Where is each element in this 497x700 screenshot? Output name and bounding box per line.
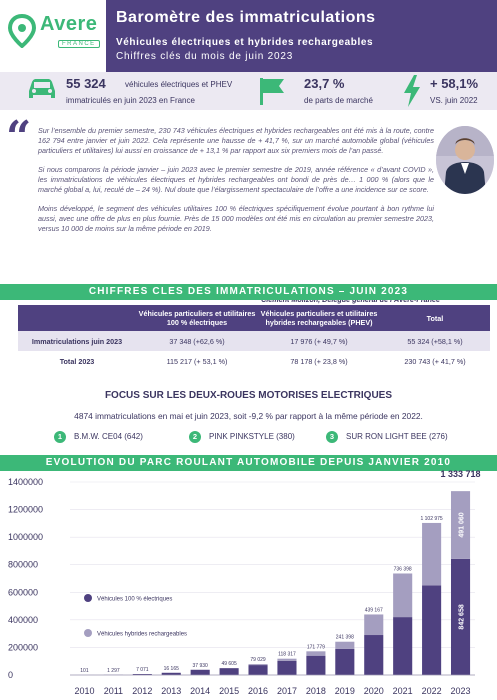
x-tick-label: 2011 [103, 686, 124, 696]
table-row [18, 351, 490, 371]
table-cell: 115 217 (+ 53,1 %) [166, 356, 228, 366]
logo-subtext: FRANCE [58, 40, 100, 48]
table-cell: Total 2023 [59, 356, 95, 366]
table-header: Véhicules particuliers et utilitaires 100 % électriques [136, 305, 258, 331]
chart-title: EVOLUTION DU PARC ROULANT AUTOMOBILE DEPUIS JANVIER 2010 [0, 455, 497, 471]
y-tick-label: 400000 [8, 614, 39, 625]
table-row [18, 331, 490, 351]
y-tick-label: 1400000 [8, 477, 44, 487]
x-tick-label: 2018 [305, 686, 326, 696]
x-tick-label: 2022 [421, 686, 442, 696]
bar-electric [364, 635, 383, 675]
table-cell: 17 976 (+ 49,7 %) [258, 331, 380, 351]
y-tick-label: 1000000 [8, 532, 44, 543]
bar-hybrid [277, 659, 296, 661]
bar-total-label: 241 398 [335, 634, 354, 641]
rank-label: PINK PINKSTYLE (380) [209, 432, 295, 441]
bar-total-label: 439 167 [364, 607, 383, 614]
table-cell: 230 743 (+ 41,7 %) [404, 356, 466, 366]
bar-total-label: 101 [80, 667, 89, 674]
legend-marker [84, 629, 92, 637]
bar-hybrid [364, 614, 383, 635]
table-header: Véhicules particuliers et utilitaires hybrides rechargeables (PHEV) [258, 305, 380, 331]
bar-total-label: 37 930 [192, 662, 208, 669]
flag-icon [258, 76, 286, 106]
quote-paragraph: Moins développé, le segment des véhicules utilitaires 100 % électriques spécifiquement évolue pourtant à bon rythme lui aussi, avec une offre de plus en plus fournie. Près de 15 000 modèles ont été mis en circulation au premier semestre 2023, versus 10 000 de moins sur la même période en 2019. [38, 204, 434, 233]
bar-electric [191, 670, 210, 675]
x-tick-label: 2023 [450, 686, 471, 696]
title-band [106, 0, 497, 72]
table-cell: 37 348 (+62,6 %) [136, 331, 258, 351]
section-title-key-figures: CHIFFRES CLES DES IMMATRICULATIONS – JUIN 2023 [0, 284, 497, 300]
bar-electric [422, 585, 441, 675]
focus-title: FOCUS SUR LES DEUX-ROUES MOTORISES ELECTRIQUES [104, 390, 393, 401]
bar-total-label: 7 071 [136, 667, 149, 674]
kpi-market-share-value: 23,7 % [304, 76, 345, 91]
bar-electric [220, 668, 239, 675]
quote-paragraph: Si nous comparons la période janvier – juin 2023 avec le premier semestre de 2019, année référence « d’avant COVID », les immatriculations de véhicules électriques et hybrides rechargeables ont bondi de près de… 1 000 % (alors que le marché global a, lui, reculé de – 24 %). Nul doute que l’élargissement spectaculaire de l’offre a une incidence sur ce score. [38, 165, 434, 194]
logo-pin-icon [8, 14, 36, 48]
bar-total-label: 49 605 [221, 661, 237, 668]
kpi-registrations-value: 55 324 [66, 76, 106, 91]
quote-body [38, 126, 434, 243]
bar-hybrid [335, 642, 354, 649]
rank-number: 2 [189, 431, 201, 443]
bar-total-label: 1 333 718 [440, 470, 481, 480]
y-tick-label: 800000 [8, 559, 39, 570]
quote-paragraph: Sur l’ensemble du premier semestre, 230 743 véhicules électriques et hybrides rechargeables ont été mis à la route, contre 162 794 entre janvier et juin 2022. Cela représente une hausse de + 41,7 %, sur un marché automobile global (véhicules particuliers et utilitaires) lui aussi en croissance de + 13,1 % par rapport aux six premiers mois de l’an passé. [38, 126, 434, 155]
table-cell: 78 178 (+ 23,8 %) [290, 356, 348, 366]
focus-text: 4874 immatriculations en mai et juin 2023, soit -9,2 % par rapport à la même période en 2022. [74, 411, 423, 421]
table-cell: Immatriculations juin 2023 [18, 331, 136, 351]
x-tick-label: 2017 [276, 686, 297, 696]
x-tick-label: 2013 [161, 686, 182, 696]
rank-label: B.M.W. CE04 (642) [74, 432, 143, 441]
legend-marker [84, 594, 92, 602]
kpi-registrations-label: véhicules électriques et PHEV [125, 80, 233, 89]
bar-electric [277, 661, 296, 675]
rank-number: 3 [326, 431, 338, 443]
lightning-icon [402, 74, 422, 108]
bar-total-label: 118 317 [278, 651, 296, 658]
page-title: Baromètre des immatriculations [116, 9, 376, 26]
y-tick-label: 200000 [8, 642, 39, 653]
avere-logo [0, 0, 106, 62]
page-subtitle-date: Chiffres clés du mois de juin 2023 [116, 51, 294, 62]
bar-hybrid [393, 573, 412, 617]
table-header [18, 305, 136, 331]
bar-hybrid [248, 664, 267, 665]
bar-electric [393, 617, 412, 675]
x-tick-label: 2021 [392, 686, 413, 696]
quote-mark-icon: “ [6, 112, 32, 163]
legend-label: Véhicules hybrides rechargeables [97, 631, 188, 638]
bar-total-label: 1 102 975 [420, 515, 443, 522]
x-tick-label: 2019 [334, 686, 355, 696]
table-header-row [18, 305, 490, 331]
table-header: Total [380, 305, 490, 331]
rank-number: 1 [54, 431, 66, 443]
x-tick-label: 2010 [74, 686, 95, 696]
x-tick-label: 2014 [190, 686, 211, 696]
bar-total-label: 736 398 [393, 566, 412, 573]
x-tick-label: 2016 [248, 686, 269, 696]
kpi-growth-value: + 58,1% [430, 76, 479, 91]
bar-hybrid [306, 651, 325, 655]
bar-total-label: 16 165 [163, 665, 179, 672]
bar-value-label: 842 658 [458, 604, 466, 630]
kpi-market-share-label: de parts de marché [304, 96, 373, 105]
y-tick-label: 1200000 [8, 504, 44, 515]
bar-total-label: 171 779 [306, 644, 325, 651]
car-icon [26, 76, 58, 102]
registrations-table [18, 305, 490, 371]
portrait-photo [436, 126, 494, 194]
kpi-registrations-sublabel: immatriculés en juin 2023 en France [66, 96, 195, 105]
bar-total-label: 79 029 [250, 657, 266, 664]
page-subtitle: Véhicules électriques et hybrides rechargeables [116, 37, 374, 48]
bar-value-label: 491 060 [458, 512, 466, 538]
kpi-growth-label: VS. juin 2022 [430, 96, 478, 105]
x-tick-label: 2020 [363, 686, 384, 696]
bar-total-label: 1 297 [107, 667, 120, 674]
header [0, 0, 497, 72]
y-tick-label: 0 [8, 670, 14, 680]
bar-hybrid [422, 523, 441, 585]
y-tick-label: 600000 [8, 587, 39, 598]
x-tick-label: 2015 [219, 686, 240, 696]
bar-electric [248, 665, 267, 675]
rank-label: SUR RON LIGHT BEE (276) [346, 432, 448, 441]
legend-label: Véhicules 100 % électriques [97, 596, 173, 603]
table-cell: 55 324 (+58,1 %) [380, 331, 490, 351]
bar-electric [335, 649, 354, 675]
logo-text: Avere [40, 13, 98, 35]
bar-electric [306, 656, 325, 675]
fleet-evolution-chart [0, 470, 497, 700]
x-tick-label: 2012 [132, 686, 153, 696]
